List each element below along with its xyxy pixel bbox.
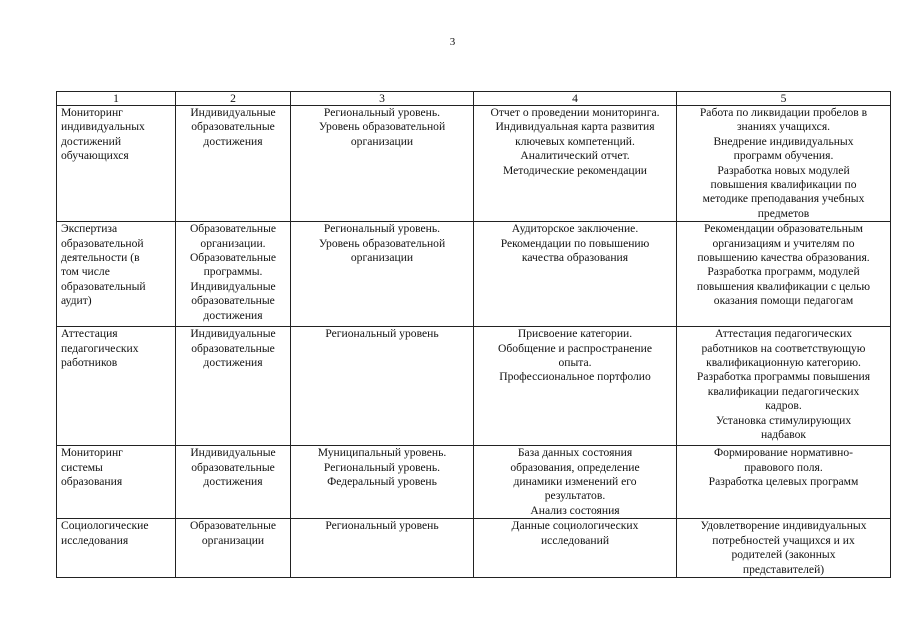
monitoring-table bbox=[56, 91, 891, 578]
table-cell-col5 bbox=[677, 519, 891, 578]
cell-text-line: Отчет о проведении мониторинга. bbox=[490, 106, 660, 119]
cell-text-line: ключевых компетенций. bbox=[515, 134, 635, 148]
cell-text-line: достижения bbox=[203, 134, 263, 148]
table-cell-col1 bbox=[57, 327, 176, 446]
table-cell-col2 bbox=[176, 519, 291, 578]
cell-text-line: Уровень образовательной bbox=[318, 236, 446, 250]
cell-text-line: Экспертиза bbox=[61, 222, 118, 236]
header-cell-5: 5 bbox=[677, 92, 891, 106]
cell-text-line: организации bbox=[350, 251, 414, 265]
cell-text-line: том числе bbox=[61, 265, 110, 279]
cell-text-line: повышению качества образования. bbox=[697, 251, 870, 265]
cell-text-line: Профессиональное портфолио bbox=[499, 370, 651, 384]
cell-text-line: потребностей учащихся и их bbox=[712, 533, 855, 547]
cell-text-line: программы. bbox=[203, 265, 263, 279]
table-cell-col3 bbox=[291, 222, 474, 327]
table-cell-col5 bbox=[677, 222, 891, 327]
cell-text-line: Образовательные bbox=[189, 251, 277, 265]
table-row bbox=[57, 106, 891, 222]
cell-text-line: методике преподавания учебных bbox=[702, 192, 865, 206]
table-cell-col2 bbox=[176, 327, 291, 446]
cell-text-line: Образовательные bbox=[189, 222, 277, 236]
cell-text-line: Муниципальный уровень. bbox=[317, 446, 447, 460]
cell-text-line: Федеральный уровень bbox=[327, 475, 437, 489]
table-row bbox=[57, 446, 891, 519]
header-row bbox=[57, 92, 891, 106]
cell-text-line: Мониторинг bbox=[61, 106, 123, 119]
cell-text-line: программ обучения. bbox=[733, 149, 834, 163]
table-row bbox=[57, 222, 891, 327]
table-cell-col4 bbox=[474, 106, 677, 222]
cell-text-line: квалификационную категорию. bbox=[706, 356, 861, 370]
cell-text-line: аудит) bbox=[61, 294, 92, 308]
cell-text-line: Разработка программы повышения bbox=[696, 370, 871, 384]
table-cell-col1 bbox=[57, 519, 176, 578]
cell-text-line: деятельности (в bbox=[61, 251, 140, 265]
cell-text-line: образовательный bbox=[61, 279, 146, 293]
table-cell-col5 bbox=[677, 106, 891, 222]
cell-text-line: достижения bbox=[203, 308, 263, 322]
cell-text-line: Методические рекомендации bbox=[503, 163, 647, 177]
header-cell-1: 1 bbox=[57, 92, 176, 106]
cell-text-line: достижения bbox=[203, 356, 263, 370]
cell-text-line: системы bbox=[61, 460, 103, 474]
cell-text-line: Разработка целевых программ bbox=[708, 475, 859, 489]
page-number: 3 bbox=[449, 36, 456, 48]
cell-text-line: Внедрение индивидуальных bbox=[713, 134, 854, 148]
cell-text-line: Индивидуальные bbox=[190, 279, 276, 293]
table-cell-col1 bbox=[57, 106, 176, 222]
cell-text-line: Данные социологических bbox=[511, 519, 639, 533]
cell-text-line: организации bbox=[350, 134, 414, 148]
table-row bbox=[57, 519, 891, 578]
cell-text-line: образования, определение bbox=[510, 460, 640, 474]
table-cell-col1 bbox=[57, 222, 176, 327]
table-cell-col4 bbox=[474, 519, 677, 578]
cell-text-line: Индивидуальные bbox=[190, 327, 276, 341]
cell-text-line: индивидуальных bbox=[61, 120, 145, 134]
cell-text-line: квалификации педагогических bbox=[707, 384, 860, 398]
table-cell-col3 bbox=[291, 446, 474, 519]
cell-text-line: знаниях учащихся. bbox=[736, 120, 831, 134]
cell-text-line: Аудиторское заключение. bbox=[511, 222, 639, 236]
cell-text-line: Формирование нормативно- bbox=[714, 446, 853, 460]
table-cell-col5 bbox=[677, 327, 891, 446]
cell-text-line: исследований bbox=[540, 533, 610, 547]
header-cell-3: 3 bbox=[291, 92, 474, 106]
table-cell-col5 bbox=[677, 446, 891, 519]
cell-text-line: предметов bbox=[757, 206, 810, 220]
cell-text-line: Образовательные bbox=[189, 519, 277, 533]
cell-text-line: повышения квалификации с целью bbox=[696, 279, 871, 293]
cell-text-line: Региональный уровень. bbox=[323, 222, 441, 236]
cell-text-line: образовательной bbox=[61, 236, 144, 250]
cell-text-line: Аналитический отчет. bbox=[520, 149, 630, 163]
cell-text-line: Удовлетворение индивидуальных bbox=[700, 519, 867, 533]
cell-text-line: педагогических bbox=[61, 341, 139, 355]
table-cell-col1 bbox=[57, 446, 176, 519]
table-cell-col2 bbox=[176, 222, 291, 327]
table-cell-col3 bbox=[291, 327, 474, 446]
header-cell-2: 2 bbox=[176, 92, 291, 106]
table-cell-col2 bbox=[176, 106, 291, 222]
table-cell-col2 bbox=[176, 446, 291, 519]
cell-text-line: Установка стимулирующих bbox=[715, 413, 852, 427]
cell-text-line: родителей (законных bbox=[731, 548, 836, 562]
cell-text-line: опыта. bbox=[558, 356, 592, 370]
cell-text-line: исследования bbox=[61, 533, 129, 547]
cell-text-line: достижений bbox=[61, 134, 122, 148]
table-cell-col3 bbox=[291, 519, 474, 578]
cell-text-line: Присвоение категории. bbox=[517, 327, 633, 341]
cell-text-line: организации. bbox=[200, 236, 266, 250]
cell-text-line: Индивидуальные bbox=[190, 446, 276, 460]
table-row bbox=[57, 327, 891, 446]
cell-text-line: Аттестация педагогических bbox=[714, 327, 852, 341]
table-cell-col3 bbox=[291, 106, 474, 222]
cell-text-line: Анализ состояния bbox=[530, 503, 620, 517]
cell-text-line: повышения квалификации по bbox=[710, 178, 857, 192]
cell-text-line: представителей) bbox=[742, 562, 825, 576]
cell-text-line: образования bbox=[61, 475, 123, 489]
cell-text-line: образовательные bbox=[191, 294, 275, 308]
cell-text-line: кадров. bbox=[765, 399, 802, 413]
cell-text-line: образовательные bbox=[191, 341, 275, 355]
cell-text-line: качества образования bbox=[521, 251, 629, 265]
table-cell-col4 bbox=[474, 222, 677, 327]
cell-text-line: надбавок bbox=[760, 428, 807, 442]
cell-text-line: Разработка новых модулей bbox=[717, 163, 850, 177]
cell-text-line: работников на соответствующую bbox=[701, 341, 866, 355]
cell-text-line: Региональный уровень bbox=[325, 327, 439, 341]
cell-text-line: Разработка программ, модулей bbox=[707, 265, 860, 279]
cell-text-line: Индивидуальная карта развития bbox=[495, 120, 655, 134]
cell-text-line: оказания помощи педагогам bbox=[713, 294, 854, 308]
cell-text-line: Социологические bbox=[61, 519, 149, 533]
cell-text-line: образовательные bbox=[191, 120, 275, 134]
cell-text-line: Региональный уровень. bbox=[323, 106, 441, 119]
cell-text-line: База данных состояния bbox=[517, 446, 633, 460]
header-cell-4: 4 bbox=[474, 92, 677, 106]
cell-text-line: работников bbox=[61, 356, 118, 370]
table-cell-col4 bbox=[474, 327, 677, 446]
cell-text-line: организациям и учителям по bbox=[712, 236, 855, 250]
cell-text-line: Рекомендации образовательным bbox=[703, 222, 864, 236]
cell-text-line: Мониторинг bbox=[61, 446, 123, 460]
cell-text-line: Рекомендации по повышению bbox=[500, 236, 650, 250]
cell-text-line: Индивидуальные bbox=[190, 106, 276, 119]
cell-text-line: Аттестация bbox=[61, 327, 118, 341]
cell-text-line: результатов. bbox=[544, 489, 606, 503]
cell-text-line: динамики изменений его bbox=[513, 475, 637, 489]
cell-text-line: Обобщение и распространение bbox=[498, 341, 652, 355]
table-cell-col4 bbox=[474, 446, 677, 519]
cell-text-line: образовательные bbox=[191, 460, 275, 474]
cell-text-line: правового поля. bbox=[744, 460, 823, 474]
cell-text-line: достижения bbox=[203, 475, 263, 489]
cell-text-line: организации bbox=[201, 533, 265, 547]
cell-text-line: Региональный уровень. bbox=[323, 460, 441, 474]
cell-text-line: Уровень образовательной bbox=[318, 120, 446, 134]
cell-text-line: Региональный уровень bbox=[325, 519, 439, 533]
cell-text-line: обучающихся bbox=[61, 149, 129, 163]
cell-text-line: Работа по ликвидации пробелов в bbox=[699, 106, 868, 119]
